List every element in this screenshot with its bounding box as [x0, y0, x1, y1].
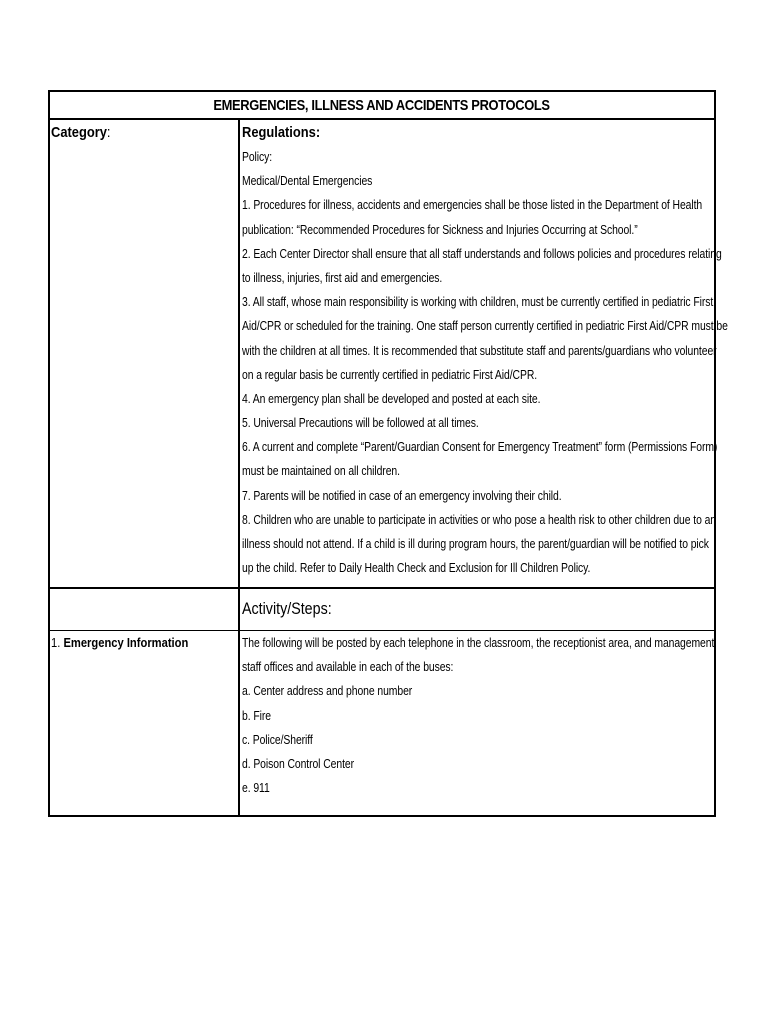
regulation-line: 4. An emergency plan shall be developed and posted at each site.	[242, 390, 541, 406]
regulation-line: 5. Universal Precautions will be followed at all times.	[242, 415, 479, 431]
regulation-line: 7. Parents will be notified in case of an emergency involving their child.	[242, 487, 562, 503]
document-title: EMERGENCIES, ILLNESS AND ACCIDENTS PROTOCOLS	[213, 96, 551, 114]
step-line: b. Fire	[242, 707, 271, 723]
item-label: Emergency Information	[63, 635, 189, 650]
category-label: Category	[51, 124, 107, 141]
regulation-line: Policy:	[242, 149, 273, 164]
title-row	[50, 92, 714, 120]
item-steps-cell	[240, 631, 770, 815]
regulation-line: with the children at all times. It is recommended that substitute staff and parents/guardians who volunteer	[242, 342, 717, 358]
category-heading	[51, 124, 111, 141]
regulation-line: 1. Procedures for illness, accidents and emergencies shall be those listed in the Department of Health	[242, 197, 703, 213]
step-line: d. Poison Control Center	[242, 755, 354, 771]
item-label-wrapper	[51, 635, 188, 650]
regulation-line: 6. A current and complete “Parent/Guardian Consent for Emergency Treatment” form (Permissions Form)	[242, 439, 718, 455]
regulations-cell	[240, 120, 770, 587]
activity-heading-cell	[240, 589, 714, 630]
item-number: 1.	[51, 635, 61, 650]
regulation-line: on a regular basis be currently certified in pediatric First Aid/CPR.	[242, 366, 538, 382]
regulation-line: to illness, injuries, first aid and emergencies.	[242, 269, 443, 285]
regulation-line: Aid/CPR or scheduled for the training. One staff person currently certified in pediatric First Aid/CPR must be	[242, 318, 728, 334]
regulation-line: illness should not attend. If a child is ill during program hours, the parent/guardian will be notified to pick	[242, 536, 709, 551]
regulation-line: up the child. Refer to Daily Health Check and Exclusion for Ill Children Policy.	[242, 560, 591, 576]
category-colon: :	[106, 124, 111, 141]
activity-empty-cell	[50, 589, 240, 630]
category-cell	[50, 120, 240, 587]
activity-heading: Activity/Steps:	[242, 599, 332, 618]
step-line: a. Center address and phone number	[242, 683, 413, 699]
regulations-row	[50, 120, 728, 589]
item-label-cell	[50, 631, 240, 815]
regulations-heading: Regulations:	[242, 124, 321, 141]
regulation-line: must be maintained on all children.	[242, 463, 400, 479]
regulation-line: publication: “Recommended Procedures for Sickness and Injuries Occurring at School.”	[242, 221, 638, 237]
step-line: e. 911	[242, 780, 270, 796]
step-line: The following will be posted by each telephone in the classroom, the receptionist area, and management	[242, 635, 715, 650]
regulation-line: 2. Each Center Director shall ensure that all staff understands and follows policies and procedures relating	[242, 245, 722, 261]
protocol-table	[48, 90, 728, 817]
regulation-line: 3. All staff, whose main responsibility is working with children, must be currently certified in pediatric First	[242, 294, 714, 310]
regulation-line: Medical/Dental Emergencies	[242, 173, 373, 189]
step-line: staff offices and available in each of the buses:	[242, 659, 454, 675]
regulation-line: 8. Children who are unable to participate in activities or who pose a health risk to other children due to an	[242, 511, 717, 527]
activity-heading-row	[50, 589, 714, 631]
emergency-information-row	[50, 631, 714, 815]
regulations-text	[242, 145, 770, 580]
step-line: c. Police/Sheriff	[242, 731, 313, 747]
